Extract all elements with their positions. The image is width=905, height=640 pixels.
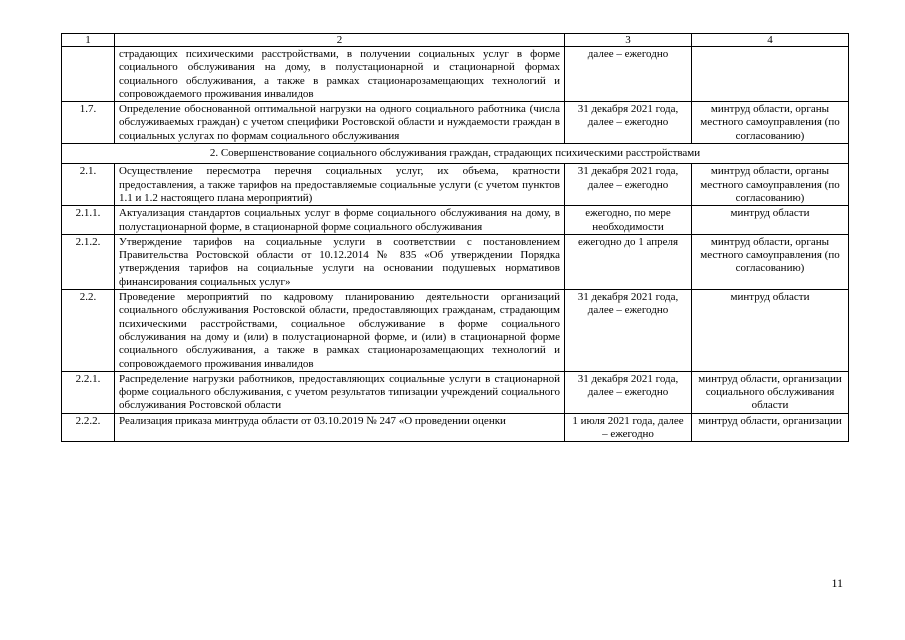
item-description: Актуализация стандартов социальных услуг в форме социального обслуживания на дому, в полустационарной форме, в стационарной форме социального обслуживания (115, 206, 565, 235)
item-executor: минтруд области, организации (692, 413, 849, 442)
table-row (62, 413, 849, 442)
item-number: 2.2.2. (62, 413, 115, 442)
item-description: Распределение нагрузки работников, предоставляющих социальные услуги в стационарной форме социального обслуживания, с учетом результатов типизации учреждений социального обслуживания Ростовской области (115, 371, 565, 413)
item-number: 2.1.1. (62, 206, 115, 235)
item-description: Определение обоснованной оптимальной нагрузки на одного социального работника (числа обслуживаемых граждан) с учетом специфики Ростовской области и нуждаемости граждан в социальных услугах по формам социального обслуживания (115, 102, 565, 144)
item-description: Утверждение тарифов на социальные услуги в соответствии с постановлением Правительства Ростовской области от 10.12.2014 № 835 «Об утверждении Порядка утверждения тарифов на социальные услуги на основании подушевых нормативов финансирования социальных услуг» (115, 234, 565, 289)
item-deadline: далее – ежегодно (565, 47, 692, 102)
item-description: Реализация приказа минтруда области от 03.10.2019 № 247 «О проведении оценки (115, 413, 565, 442)
table-row (62, 234, 849, 289)
table-row (62, 290, 849, 372)
item-executor: минтруд области, органы местного самоуправления (по согласованию) (692, 234, 849, 289)
header-cell-3: 3 (565, 34, 692, 47)
table-row (62, 47, 849, 102)
item-deadline: 1 июля 2021 года, далее – ежегодно (565, 413, 692, 442)
header-cell-2: 2 (115, 34, 565, 47)
item-number: 2.1. (62, 164, 115, 206)
item-executor: минтруд области, органы местного самоуправления (по согласованию) (692, 102, 849, 144)
section-row (62, 144, 849, 164)
table-row (62, 371, 849, 413)
item-number (62, 47, 115, 102)
table-body (62, 34, 849, 442)
item-deadline: 31 декабря 2021 года, далее – ежегодно (565, 371, 692, 413)
item-deadline: 31 декабря 2021 года, далее – ежегодно (565, 290, 692, 372)
header-cell-1: 1 (62, 34, 115, 47)
item-description: Проведение мероприятий по кадровому планированию деятельности организаций социального обслуживания Ростовской области, предоставляющих гражданам, страдающим психическими расстройствами, социальное обслуживание в форме социального обслуживания на дому и (или) в полустационарной форме, и (или) в стационарной форме социального обслуживания, а также в рамках стационарозамещающих технологий и сопровождаемого проживания инвалидов (115, 290, 565, 372)
item-executor: минтруд области (692, 206, 849, 235)
item-deadline: 31 декабря 2021 года, далее – ежегодно (565, 164, 692, 206)
item-number: 2.2. (62, 290, 115, 372)
item-executor: минтруд области, органы местного самоуправления (по согласованию) (692, 164, 849, 206)
table-row (62, 164, 849, 206)
page-number: 11 (831, 576, 843, 590)
item-description: страдающих психическими расстройствами, в получении социальных услуг в форме социального обслуживания на дому, в полустационарной и стационарной формах социального обслуживания, а также в рамках стационарозамещающих технологий и сопровождаемого проживания инвалидов (115, 47, 565, 102)
header-row (62, 34, 849, 47)
section-title: 2. Совершенствование социального обслуживания граждан, страдающих психическими расстройствами (62, 144, 849, 164)
item-executor: минтруд области, организации социального обслуживания области (692, 371, 849, 413)
plan-table (61, 33, 849, 442)
item-executor (692, 47, 849, 102)
table-row (62, 206, 849, 235)
item-executor: минтруд области (692, 290, 849, 372)
item-number: 2.1.2. (62, 234, 115, 289)
item-deadline: ежегодно, по мере необходимости (565, 206, 692, 235)
item-deadline: ежегодно до 1 апреля (565, 234, 692, 289)
item-description: Осуществление пересмотра перечня социальных услуг, их объема, кратности предоставления, а также тарифов на предоставляемые социальные услуги (с учетом пунктов 1.1 и 1.2 настоящего плана мероприятий) (115, 164, 565, 206)
item-number: 2.2.1. (62, 371, 115, 413)
item-number: 1.7. (62, 102, 115, 144)
header-cell-4: 4 (692, 34, 849, 47)
item-deadline: 31 декабря 2021 года, далее – ежегодно (565, 102, 692, 144)
table-row (62, 102, 849, 144)
